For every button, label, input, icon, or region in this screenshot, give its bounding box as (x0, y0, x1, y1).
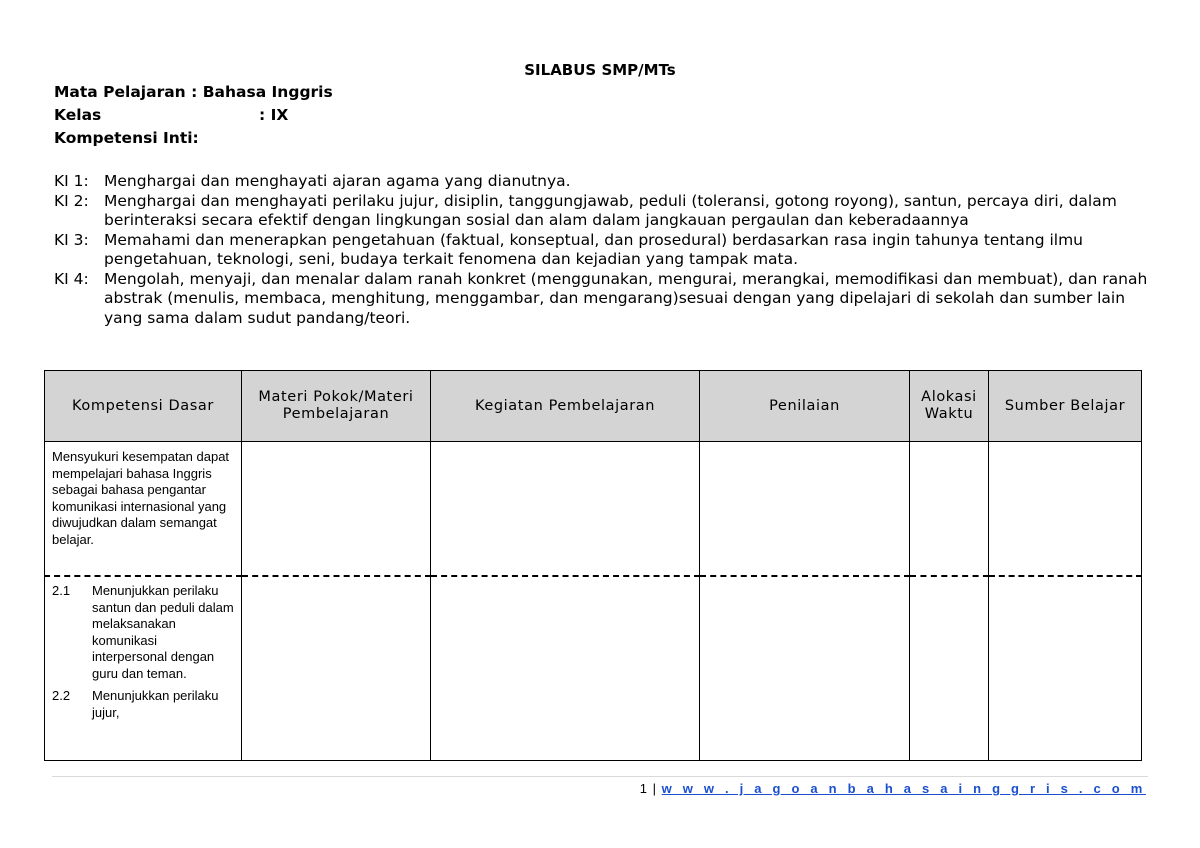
empty-cell (700, 442, 910, 577)
kd-item (45, 682, 241, 721)
header-materi-pokok: Materi Pokok/Materi Pembelajaran (242, 371, 431, 442)
footer-separator: | (652, 781, 657, 796)
empty-cell (700, 576, 910, 761)
empty-cell (910, 442, 989, 577)
ki-text: Menghargai dan menghayati ajaran agama yang dianutnya. (104, 172, 571, 190)
ki-code: KI 4: (54, 269, 89, 288)
empty-cell (431, 576, 700, 761)
ki-code: KI 2: (54, 191, 89, 210)
empty-cell (242, 576, 431, 761)
table-row (45, 442, 1142, 577)
ki-item (54, 192, 1154, 231)
ki-item (54, 172, 1154, 192)
ki-text: Memahami dan menerapkan pengetahuan (faktual, konseptual, dan prosedural) berdasarkan rasa ingin tahunya tentang ilmu pengetahuan, teknologi, seni, budaya terkait fenomena dan kejadian yang tampak mata. (104, 230, 1083, 268)
kd-description: Menunjukkan perilaku jujur, (92, 688, 219, 720)
kd-number: 2.1 (52, 583, 71, 598)
kompetensi-inti-label: Kompetensi Inti: (54, 129, 199, 147)
table-header-row (45, 371, 1142, 442)
ki-text: Mengolah, menyaji, dan menalar dalam ranah konkret (menggunakan, mengurai, merangkai, memodifikasi dan membuat), dan ranah abstrak (menulis, membaca, menghitung, menggambar, dan mengarang)sesuai dengan yang dipelajari di sekolah dan sumber lain yang sama dalam sudut pandang/teori. (104, 269, 1148, 327)
kd-description: Menunjukkan perilaku santun dan peduli dalam melaksanakan komunikasi interpersonal dengan guru dan teman. (92, 583, 234, 681)
kd-cell (45, 442, 242, 577)
kd-item (45, 577, 241, 682)
kelas-label: Kelas (54, 106, 102, 124)
page-number: 1 (639, 781, 648, 796)
kd-number: 2.2 (52, 688, 71, 703)
kelas-value: : IX (259, 106, 289, 124)
mata-pelajaran-line: Mata Pelajaran : Bahasa Inggris (54, 83, 333, 101)
header-sumber-belajar: Sumber Belajar (989, 371, 1142, 442)
ki-text: Menghargai dan menghayati perilaku jujur, disiplin, tanggungjawab, peduli (toleransi, gotong royong), santun, percaya diri, dalam berinteraksi secara efektif dengan lingkungan sosial dan alam dalam jangkauan pergaulan dan keberadaannya (104, 191, 1117, 229)
kd-cell (45, 576, 242, 761)
empty-cell (989, 442, 1142, 577)
empty-cell (910, 576, 989, 761)
kompetensi-inti-list (54, 172, 1154, 328)
header-kegiatan-pembelajaran: Kegiatan Pembelajaran (431, 371, 700, 442)
empty-cell (989, 576, 1142, 761)
ki-code: KI 1: (54, 172, 89, 190)
header-penilaian: Penilaian (700, 371, 910, 442)
header-alokasi-waktu: Alokasi Waktu (910, 371, 989, 442)
kelas-line (54, 106, 289, 124)
empty-cell (431, 442, 700, 577)
ki-code: KI 3: (54, 230, 89, 249)
page-title: SILABUS SMP/MTs (524, 61, 676, 79)
empty-cell (242, 442, 431, 577)
table-row (45, 576, 1142, 761)
footer-divider (52, 776, 1148, 777)
header-kompetensi-dasar: Kompetensi Dasar (45, 371, 242, 442)
website-link[interactable]: w w w . j a g o a n b a h a s a i n g g r i s . c o m (661, 781, 1146, 796)
ki-item (54, 231, 1154, 270)
footer (640, 781, 1146, 796)
silabus-table (44, 370, 1142, 761)
ki-item (54, 270, 1154, 329)
kd-text: Mensyukuri kesempatan dapat mempelajari bahasa Inggris sebagai bahasa pengantar komunikasi internasional yang diwujudkan dalam semangat belajar. (52, 449, 230, 547)
